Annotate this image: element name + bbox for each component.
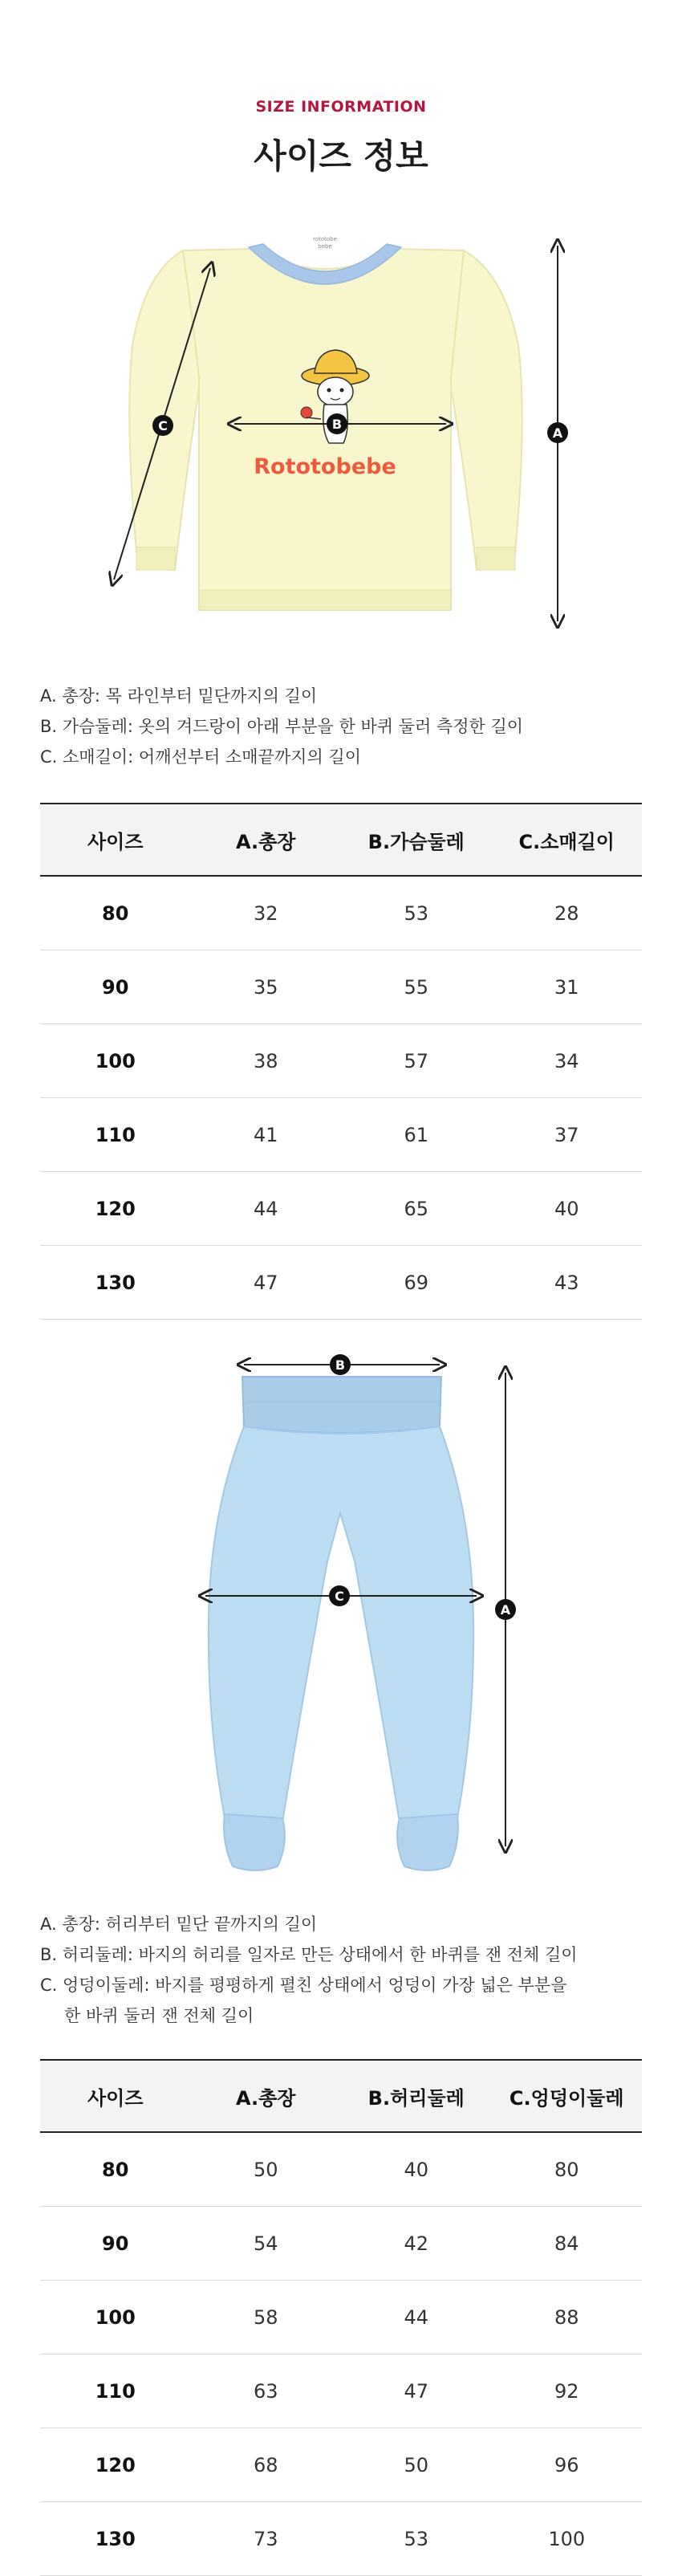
cell-sleeve: 31 — [492, 950, 643, 1024]
header-size: 사이즈 — [40, 804, 191, 876]
table-header-row — [40, 2060, 642, 2132]
cell-length: 73 — [191, 2502, 342, 2576]
cell-waist: 44 — [341, 2281, 492, 2354]
cell-length: 35 — [191, 950, 342, 1024]
cell-sleeve: 34 — [492, 1024, 643, 1098]
table-row — [40, 950, 642, 1024]
cell-size: 100 — [40, 1024, 191, 1098]
marker-a-label: A — [552, 425, 563, 441]
cell-length: 68 — [191, 2428, 342, 2502]
note-c-continued: 한 바퀴 둘러 잰 전체 길이 — [64, 2006, 254, 2025]
top-size-table — [40, 803, 642, 1320]
cell-size: 130 — [40, 2502, 191, 2576]
cell-waist: 53 — [341, 2502, 492, 2576]
cell-size: 120 — [40, 1172, 191, 1246]
cell-length: 54 — [191, 2207, 342, 2281]
header-waist: B.허리둘레 — [341, 2060, 492, 2132]
cell-waist: 40 — [341, 2132, 492, 2207]
cell-sleeve: 37 — [492, 1098, 643, 1172]
table-row — [40, 2281, 642, 2354]
cell-chest: 55 — [341, 950, 492, 1024]
cell-length: 41 — [191, 1098, 342, 1172]
cell-chest: 69 — [341, 1246, 492, 1320]
cell-length: 47 — [191, 1246, 342, 1320]
cell-length: 50 — [191, 2132, 342, 2207]
pants-marker-a-label: A — [500, 1602, 511, 1618]
left-cuff — [136, 547, 175, 570]
table-row — [40, 1246, 642, 1320]
shirt-body — [183, 249, 464, 610]
top-measurement-notes — [40, 681, 650, 772]
right-sleeve — [449, 250, 522, 570]
note-a: A. 총장: 허리부터 밑단 끝까지의 길이 — [40, 1915, 318, 1934]
header-length: A.총장 — [191, 2060, 342, 2132]
table-row — [40, 2207, 642, 2281]
note-a: A. 총장: 목 라인부터 밑단까지의 길이 — [40, 686, 318, 706]
cell-hip: 92 — [492, 2354, 643, 2428]
cell-size: 90 — [40, 2207, 191, 2281]
header-sleeve: C.소매길이 — [492, 804, 643, 876]
cell-waist: 42 — [341, 2207, 492, 2281]
marker-b-label: B — [331, 417, 343, 432]
cell-size: 110 — [40, 1098, 191, 1172]
cell-hip: 88 — [492, 2281, 643, 2354]
bottom-measurement-notes — [40, 1909, 650, 2031]
cell-length: 63 — [191, 2354, 342, 2428]
table-header-row — [40, 804, 642, 876]
cell-length: 58 — [191, 2281, 342, 2354]
note-c: C. 엉덩이둘레: 바지를 평평하게 펼친 상태에서 엉덩이 가장 넓은 부분을 — [40, 1976, 567, 1995]
cell-chest: 53 — [341, 876, 492, 950]
cell-waist: 47 — [341, 2354, 492, 2428]
pants-illustration — [0, 1353, 682, 1874]
top-garment-figure — [0, 233, 682, 634]
table-row — [40, 876, 642, 950]
bottom-size-table — [40, 2059, 642, 2576]
marker-c-label: C — [158, 418, 168, 433]
table-row — [40, 2132, 642, 2207]
pants-marker-b-label: B — [335, 1357, 346, 1373]
cell-length: 32 — [191, 876, 342, 950]
note-b: B. 허리둘레: 바지의 허리를 일자로 만든 상태에서 한 바퀴를 잰 전체 길이 — [40, 1945, 578, 1964]
left-cuff — [224, 1814, 285, 1870]
table-row — [40, 1172, 642, 1246]
table-row — [40, 2354, 642, 2428]
right-cuff — [477, 547, 515, 570]
cell-chest: 57 — [341, 1024, 492, 1098]
cell-size: 130 — [40, 1246, 191, 1320]
cell-hip: 80 — [492, 2132, 643, 2207]
waistband — [242, 1377, 441, 1433]
section-eyebrow: SIZE INFORMATION — [255, 98, 427, 116]
cell-length: 38 — [191, 1024, 342, 1098]
pants-legs — [209, 1426, 473, 1822]
header-size: 사이즈 — [40, 2060, 191, 2132]
bottom-garment-figure — [0, 1353, 682, 1874]
cell-hip: 84 — [492, 2207, 643, 2281]
cell-size: 120 — [40, 2428, 191, 2502]
cell-sleeve: 43 — [492, 1246, 643, 1320]
shirt-hem — [199, 590, 451, 610]
cell-waist: 50 — [341, 2428, 492, 2502]
cell-size: 100 — [40, 2281, 191, 2354]
cell-size: 80 — [40, 876, 191, 950]
cell-sleeve: 28 — [492, 876, 643, 950]
cell-size: 80 — [40, 2132, 191, 2207]
table-row — [40, 1024, 642, 1098]
cell-size: 90 — [40, 950, 191, 1024]
header-length: A.총장 — [191, 804, 342, 876]
neck-label-line-2: bebe — [318, 243, 332, 250]
page-title: 사이즈 정보 — [254, 136, 428, 176]
neck-label-line-1: rototobe — [313, 236, 337, 242]
cell-hip: 100 — [492, 2502, 643, 2576]
shirt-print-text: Rototobebe — [254, 454, 396, 479]
table-row — [40, 2502, 642, 2576]
cell-sleeve: 40 — [492, 1172, 643, 1246]
pants-marker-c-label: C — [335, 1589, 344, 1604]
header-hip: C.엉덩이둘레 — [492, 2060, 643, 2132]
top-garment-illustration — [0, 233, 682, 634]
right-cuff — [397, 1814, 458, 1870]
cell-size: 110 — [40, 2354, 191, 2428]
cell-length: 44 — [191, 1172, 342, 1246]
table-row — [40, 2428, 642, 2502]
note-c: C. 소매길이: 어깨선부터 소매끝까지의 길이 — [40, 747, 361, 767]
cell-hip: 96 — [492, 2428, 643, 2502]
header-chest: B.가슴둘레 — [341, 804, 492, 876]
note-b: B. 가슴둘레: 옷의 겨드랑이 아래 부분을 한 바퀴 둘러 측정한 길이 — [40, 717, 524, 736]
cell-chest: 65 — [341, 1172, 492, 1246]
cell-chest: 61 — [341, 1098, 492, 1172]
table-row — [40, 1098, 642, 1172]
